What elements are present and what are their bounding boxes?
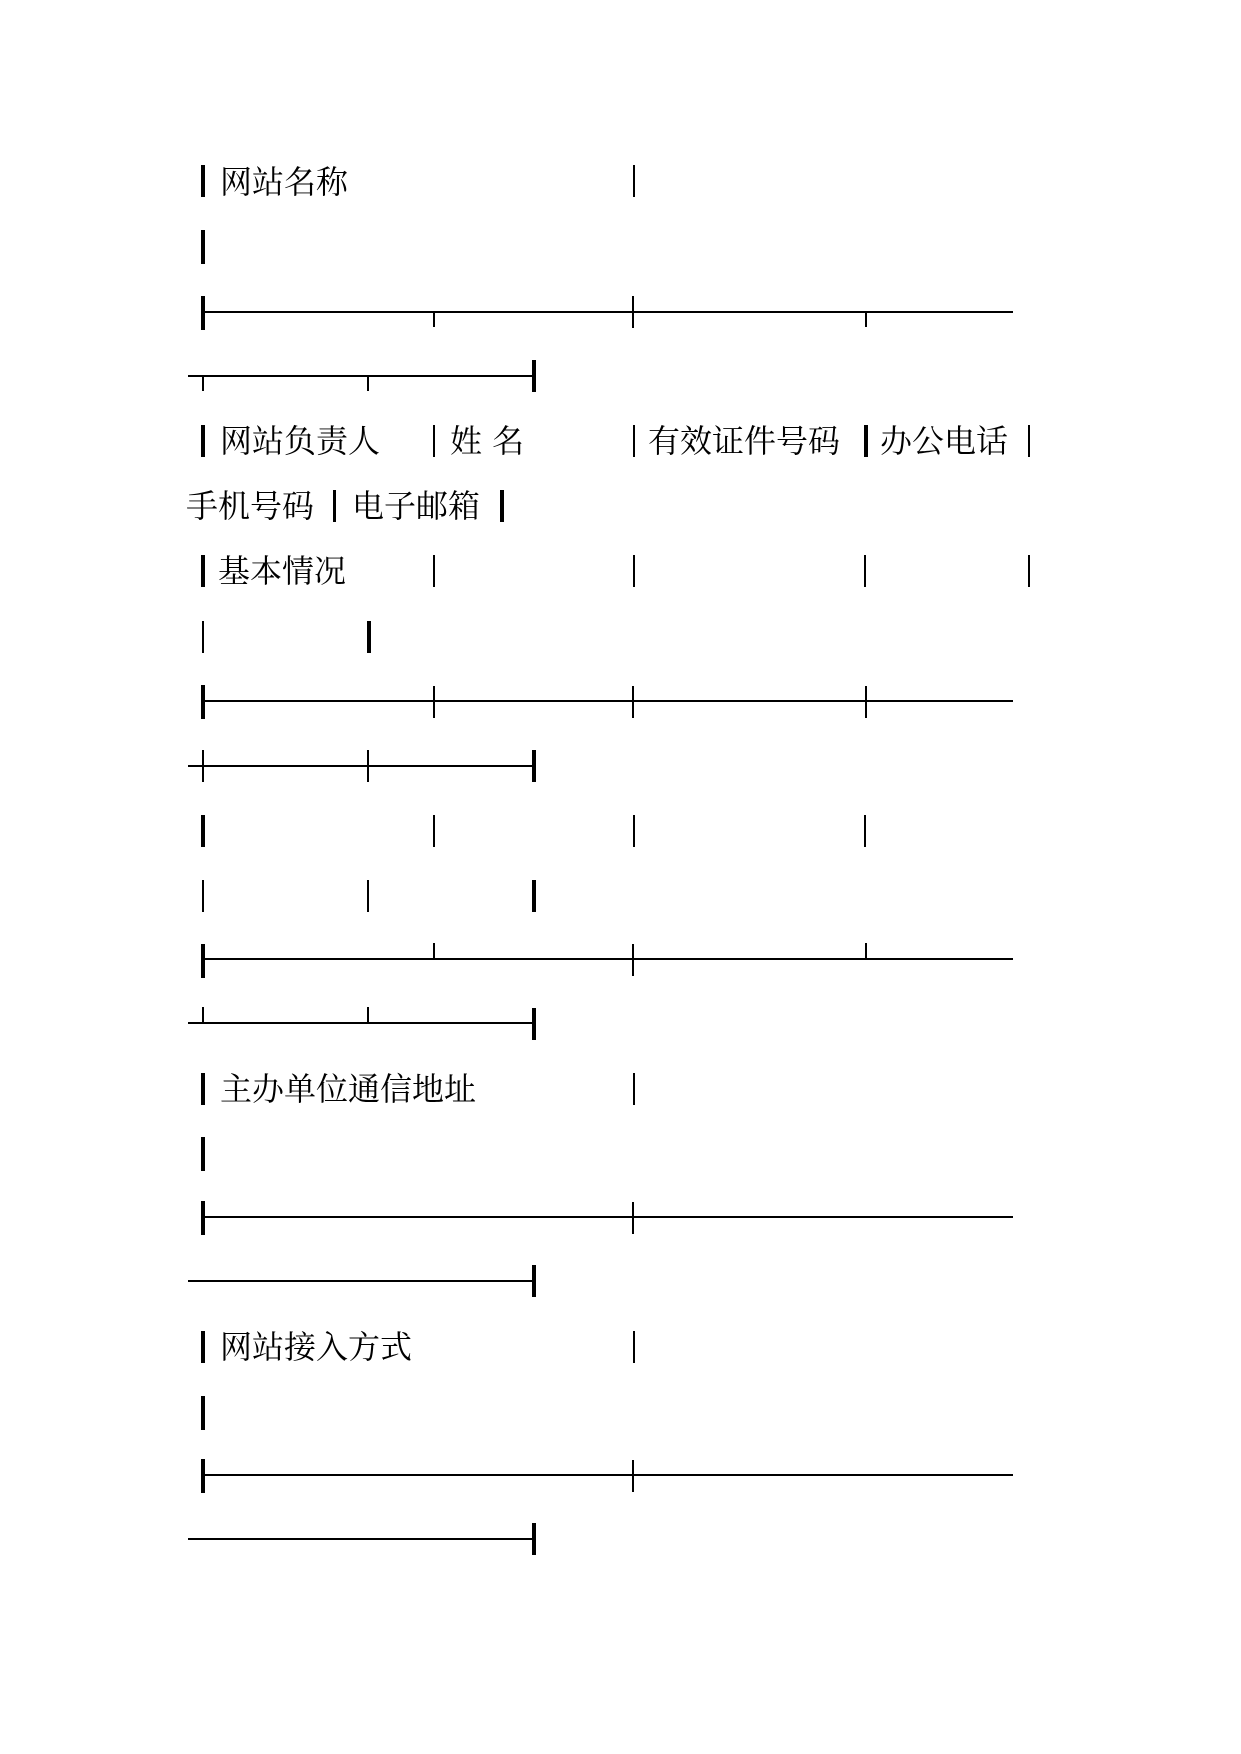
border-left bbox=[201, 1137, 205, 1171]
border-left bbox=[201, 685, 205, 719]
border-left bbox=[201, 1396, 205, 1430]
cell-divider bbox=[202, 621, 204, 653]
rule-cross bbox=[632, 1460, 634, 1492]
table-rule bbox=[188, 1280, 534, 1282]
rule-cross bbox=[632, 944, 634, 976]
border-left bbox=[201, 1201, 205, 1235]
table-rule bbox=[203, 311, 1013, 313]
cell-divider bbox=[1028, 425, 1030, 457]
cell-divider bbox=[433, 555, 435, 587]
table-rule bbox=[188, 1022, 534, 1024]
rule-cross bbox=[367, 750, 369, 782]
cell-divider bbox=[633, 815, 635, 847]
cell-divider bbox=[367, 880, 369, 912]
rule-tick bbox=[865, 311, 867, 327]
table-rule bbox=[188, 765, 534, 767]
rule-cross bbox=[865, 686, 867, 718]
header-name: 姓 名 bbox=[450, 422, 525, 460]
sponsor-address-label: 主办单位通信地址 bbox=[220, 1070, 477, 1108]
border-right bbox=[367, 621, 371, 653]
rule-tick bbox=[367, 375, 369, 391]
border-right bbox=[532, 1265, 536, 1297]
border-right bbox=[532, 880, 536, 912]
header-mobile: 手机号码 bbox=[186, 487, 315, 525]
border-left bbox=[201, 296, 205, 330]
border-left bbox=[201, 1073, 205, 1105]
cell-divider bbox=[202, 880, 204, 912]
table-rule bbox=[203, 1474, 1013, 1476]
border-right bbox=[532, 1008, 536, 1040]
table-rule bbox=[188, 375, 534, 377]
table-rule bbox=[203, 700, 1013, 702]
cell-divider bbox=[633, 555, 635, 587]
cell-divider bbox=[864, 555, 866, 587]
rule-cross bbox=[433, 686, 435, 718]
cell-divider bbox=[864, 815, 866, 847]
header-id-number: 有效证件号码 bbox=[648, 422, 841, 460]
rule-cross bbox=[202, 750, 204, 782]
border-left bbox=[201, 555, 205, 587]
border-right bbox=[500, 490, 504, 522]
border-left bbox=[201, 1459, 205, 1493]
header-office-phone: 办公电话 bbox=[880, 422, 1009, 460]
table-rule bbox=[188, 1538, 534, 1540]
cell-divider bbox=[633, 425, 635, 457]
cell-divider bbox=[864, 425, 868, 457]
border-right bbox=[532, 750, 536, 782]
header-email: 电子邮箱 bbox=[352, 487, 481, 525]
cell-divider bbox=[1028, 555, 1030, 587]
cell-divider bbox=[633, 1073, 635, 1105]
border-right bbox=[532, 360, 536, 392]
cell-divider bbox=[433, 815, 435, 847]
border-left bbox=[201, 815, 205, 847]
border-left bbox=[201, 230, 205, 264]
rule-cross bbox=[632, 686, 634, 718]
border-left bbox=[201, 425, 205, 457]
site-owner-label: 网站负责人 bbox=[220, 422, 381, 460]
rule-cross bbox=[632, 296, 634, 328]
border-left bbox=[201, 944, 205, 978]
border-left bbox=[201, 1331, 205, 1363]
cell-divider bbox=[333, 490, 336, 522]
border-right bbox=[532, 1523, 536, 1555]
rule-tick bbox=[202, 375, 204, 391]
cell-divider bbox=[433, 425, 435, 457]
cell-divider bbox=[633, 1331, 635, 1363]
border-left bbox=[201, 165, 205, 197]
basic-info-label: 基本情况 bbox=[218, 552, 347, 590]
rule-cross bbox=[632, 1202, 634, 1234]
rule-tick bbox=[433, 311, 435, 327]
access-method-label: 网站接入方式 bbox=[220, 1328, 413, 1366]
cell-divider bbox=[633, 165, 635, 197]
rule-tick bbox=[202, 1007, 204, 1023]
table-rule bbox=[203, 958, 1013, 960]
rule-tick bbox=[367, 1007, 369, 1023]
rule-tick bbox=[433, 943, 435, 959]
table-rule bbox=[203, 1216, 1013, 1218]
site-name-label: 网站名称 bbox=[220, 163, 349, 201]
rule-tick bbox=[865, 943, 867, 959]
